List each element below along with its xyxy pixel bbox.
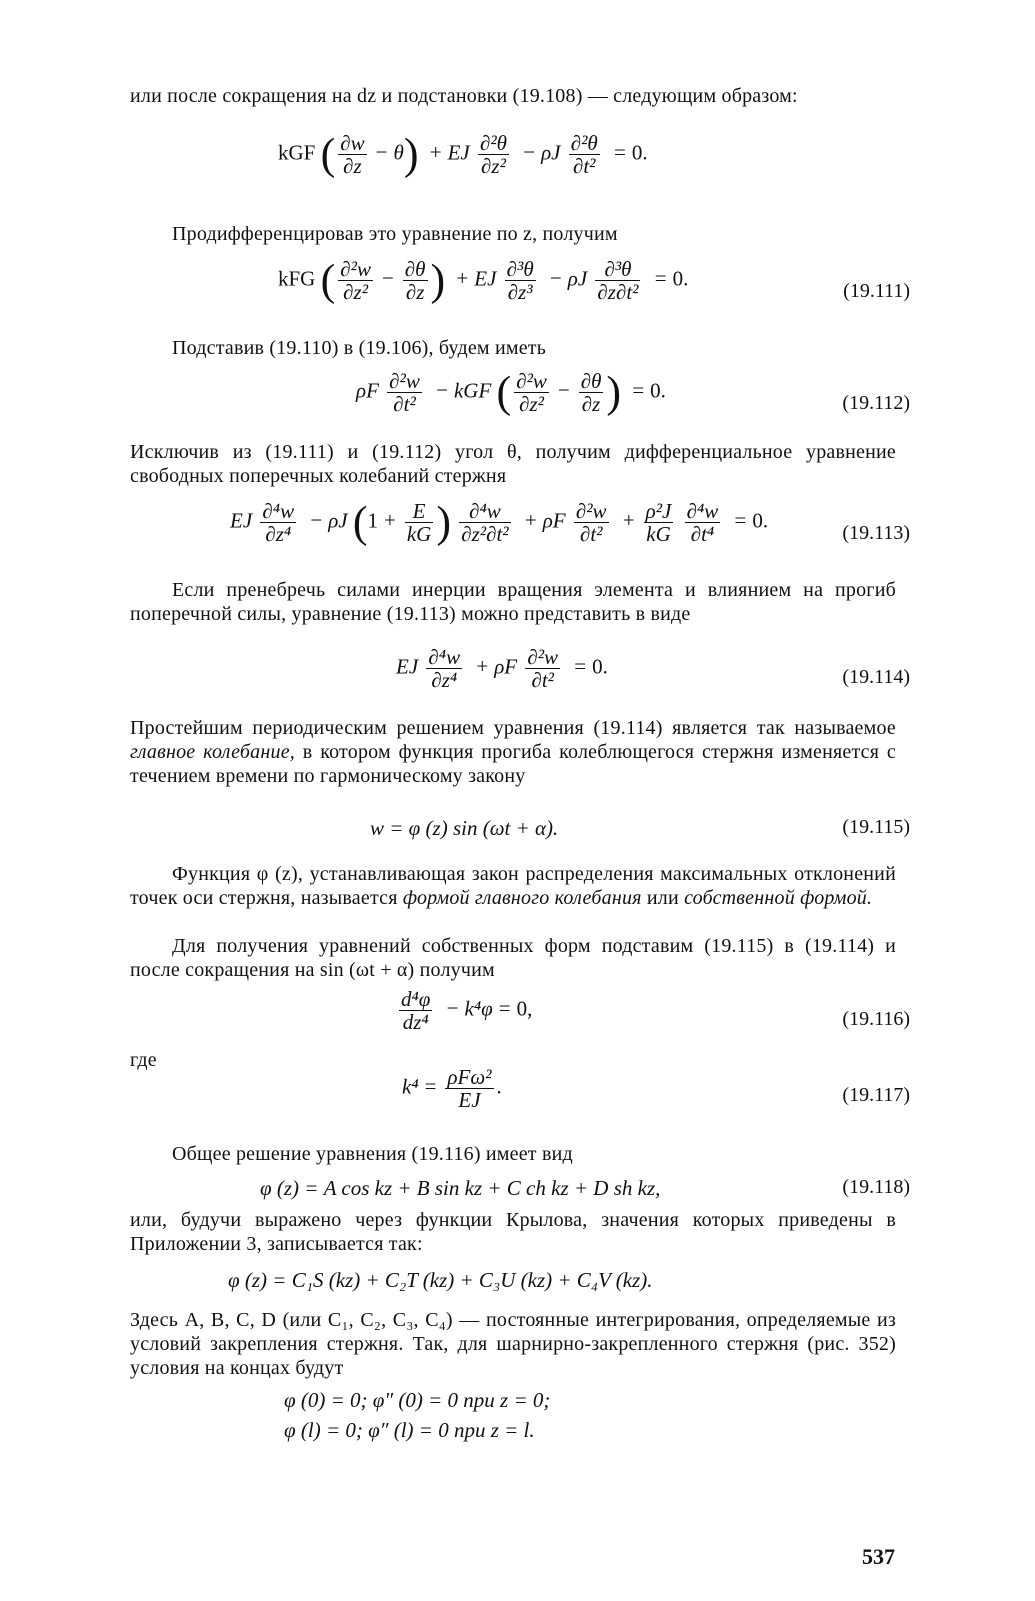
equation-number: (19.114) xyxy=(842,666,910,688)
boundary-conditions-1 xyxy=(130,1388,910,1416)
equation-number: (19.116) xyxy=(842,1008,910,1030)
paragraph-3: Подставив (19.110) в (19.106), будем иметь xyxy=(172,337,547,359)
paragraph-7-mid: или xyxy=(646,887,679,909)
paragraph-2: Продифференцировав это уравнение по z, получим xyxy=(172,223,618,245)
term-main-mode: формой главного колебания xyxy=(402,887,642,909)
paragraph-7 xyxy=(130,862,896,910)
paragraph-7-text: Функция φ (z), устанавливающая закон распределения максимальных отклонений точек оси стержня, называется xyxy=(130,863,896,909)
equation-19-113: EJ $\frac{\text{∂⁴w}}{\text{∂z⁴}}$ − ρJ (1 + $\frac{E}{kG}$ ) $\frac{\text{∂⁴w}}{\text{∂z²∂t²}}$ + ρF $\frac{\text{∂²w}}{\text{∂t²}}$ + $\frac{\text{ρ²J}}{kG}$ $\frac{\text{∂⁴w}}{\text{∂t⁴}}$ = 0. (19.113) xyxy=(230,497,910,547)
equation-19-111: kFG ( $\frac{\text{∂²w}}{\text{∂z²}}$ − $\frac{\partial\theta}{\partial z}$ ) + EJ $\frac{\text{∂³θ}}{\text{∂z³}}$ − ρJ $\frac{\text{∂³θ}}{\text{∂z∂t²}}$ = 0. (19.111) xyxy=(278,255,910,305)
equation-number: (19.113) xyxy=(842,522,910,544)
boundary-conditions-2 xyxy=(130,1418,910,1446)
equation-number: (19.115) xyxy=(842,816,910,838)
term-eigen-mode: собственной формой. xyxy=(684,887,873,909)
paragraph-5: Если пренебречь силами инерции вращения элемента и влиянием на прогиб поперечной силы, уравнение (19.113) можно представить в виде xyxy=(130,579,896,625)
paragraph-4: Исключив из (19.111) и (19.112) угол θ, получим дифференциальное уравнение свободных поперечных колебаний стержня xyxy=(130,441,896,487)
paragraph-6-rest: в котором функция прогиба колеблющегося стержня изменяется с течением времени по гармоническому закону xyxy=(130,741,896,787)
equation-19-117: k⁴ = $\frac{\text{ρFω²}}{EJ}$ . (19.117) xyxy=(402,1065,910,1112)
paragraph-10: Общее решение уравнения (19.116) имеет вид xyxy=(172,1143,573,1165)
term-main-oscillation: главное колебание, xyxy=(130,741,295,763)
equation-number: (19.117) xyxy=(842,1084,910,1106)
equation-unnumbered: kGF ( $\frac{\partial w}{\partial z}$ − θ) + EJ $\frac{\text{∂²θ}}{\text{∂z²}}$ − ρJ $\frac{\text{∂²θ}}{\text{∂t²}}$ = 0. xyxy=(278,129,648,179)
boundary-conditions-1-text: φ (0) = 0; φ″ (0) = 0 при z = 0; xyxy=(284,1388,551,1412)
paragraph-12: Здесь A, B, C, D (или C₁, C₂, C₃, C₄) — постоянные интегрирования, определяемые из условий закрепления стержня. Так, для шарнирно-закрепленного стержня (рис. 352) условия на концах будут xyxy=(130,1309,896,1379)
equation-19-114: EJ $\frac{\text{∂⁴w}}{\text{∂z⁴}}$ + ρF $\frac{\text{∂²w}}{\text{∂t²}}$ = 0. (19.114) xyxy=(396,645,910,692)
equation-19-115-text: w = φ (z) sin (ωt + α). xyxy=(370,816,559,840)
equation-number: (19.111) xyxy=(843,280,910,302)
paragraph-9: где xyxy=(130,1049,157,1071)
equation-number: (19.112) xyxy=(842,392,910,414)
paragraph-8: Для получения уравнений собственных форм подставим (19.115) в (19.114) и после сокращения на sin (ωt + α) получим xyxy=(130,935,896,981)
page-number: 537 xyxy=(862,1544,895,1569)
paragraph-11: или, будучи выражено через функции Крылова, значения которых приведены в Приложении 3, записывается так: xyxy=(130,1209,896,1255)
equation-19-118-text: φ (z) = A cos kz + B sin kz + C ch kz + D sh kz, xyxy=(260,1176,661,1200)
equation-number: (19.118) xyxy=(842,1176,910,1198)
equation-19-112: ρF $\frac{\text{∂²w}}{\text{∂t²}}$ − kGF ( $\frac{\text{∂²w}}{\text{∂z²}}$ − $\frac{\partial\theta}{\partial z}$ ) = 0. (19.112) xyxy=(356,367,910,417)
paragraph-1: или после сокращения на dz и подстановки (19.108) — следующим образом: xyxy=(130,85,798,107)
boundary-conditions-2-text: φ (l) = 0; φ″ (l) = 0 при z = l. xyxy=(284,1418,535,1442)
paragraph-6-text: Простейшим периодическим решением уравнения (19.114) является так называемое xyxy=(130,717,896,739)
equation-krylov-text: φ (z) = C₁S (kz) + C₂T (kz) + C₃U (kz) + C₄V (kz). xyxy=(228,1268,653,1292)
equation-19-116: $\frac{\text{d⁴φ}}{\text{dz⁴}}$ − k⁴φ = 0, (19.116) xyxy=(401,987,910,1034)
paragraph-6 xyxy=(130,716,896,788)
